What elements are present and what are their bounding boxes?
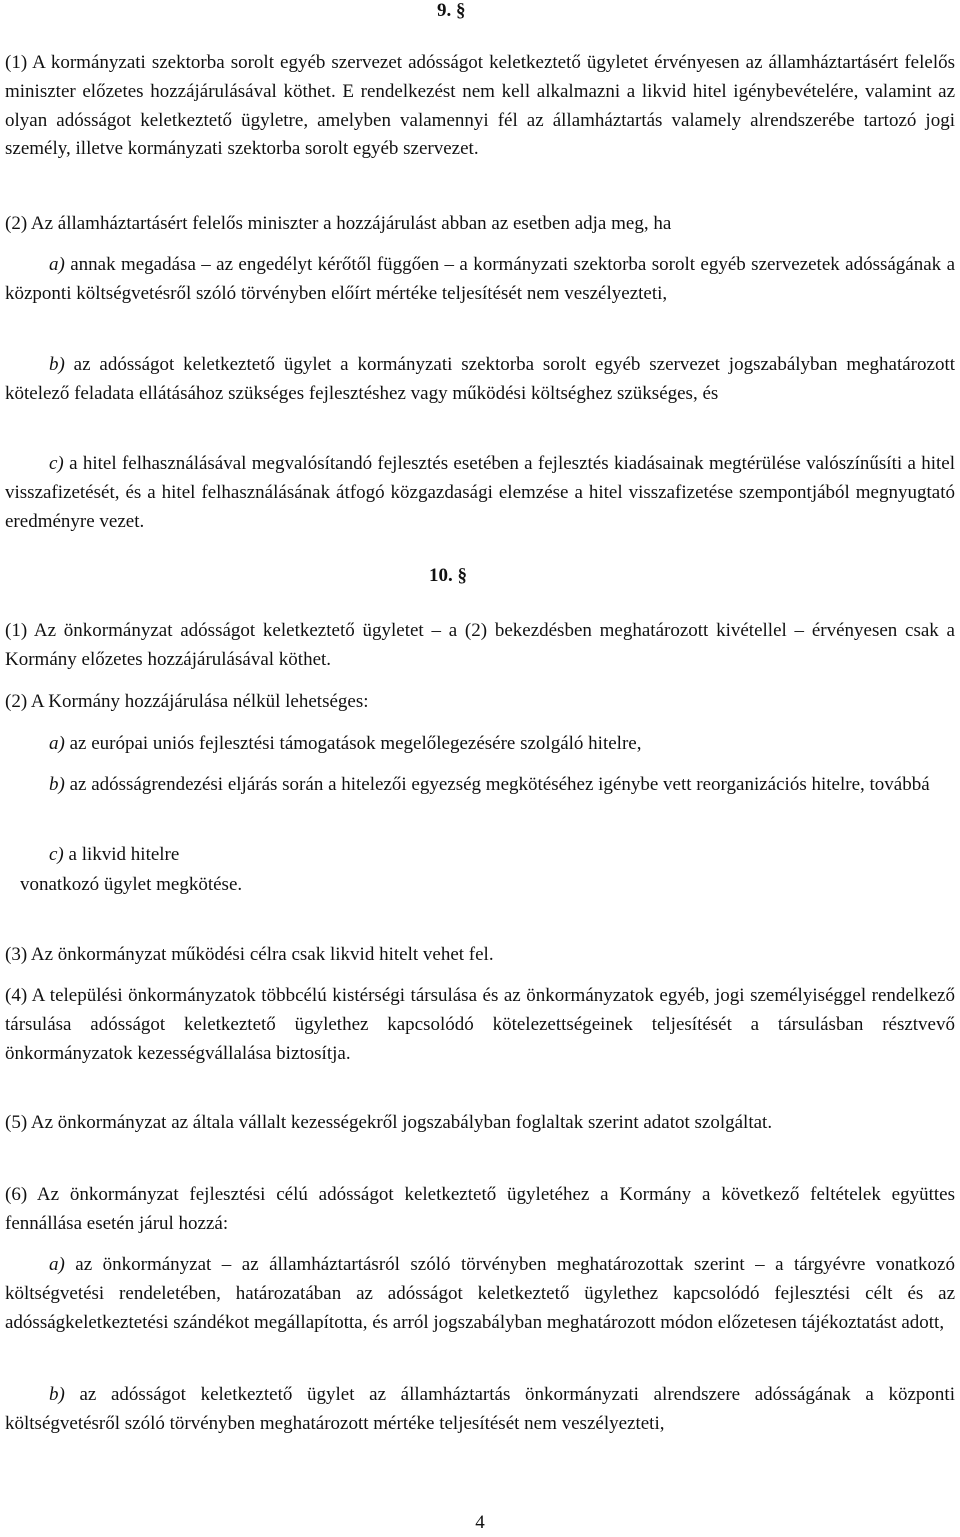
sec10-paragraph-5: (5) Az önkormányzat az általa vállalt kezességekről jogszabályban foglaltak szerint adatot szolgáltat. [5, 1112, 773, 1133]
point-text: annak megadása – az engedélyt kérőtől függően – a kormányzati szektorba sorolt egyéb szervezetek adósságának a központi költségvetésről szóló törvényben előírt mértéke teljesítését nem veszélyezteti, [5, 254, 955, 304]
sec9-paragraph-2: (2) Az államháztartásért felelős miniszter a hozzájárulást abban az esetben adja meg, ha [5, 213, 672, 234]
sec10-p6-point-a [5, 1251, 955, 1337]
point-text: a hitel felhasználásával megvalósítandó fejlesztés esetében a fejlesztés kiadásainak megtérülése valószínűsíti a hitel visszafizetését, és a hitel felhasználásának átfogó közgazdasági elemzése a hitel visszafizetése szempontjából megnyugtató eredményre vezet. [5, 453, 955, 532]
point-text: az európai uniós fejlesztési támogatások megelőlegezésére szolgáló hitelre, [64, 733, 642, 754]
point-label: a) [49, 254, 65, 275]
point-label: a) [49, 1254, 65, 1275]
section-heading-9: 9. § [437, 0, 466, 21]
sec10-paragraph-6: (6) Az önkormányzat fejlesztési célú adósságot keletkeztető ügyletéhez a Kormány a következő feltételek együttes fennállása esetén járul hozzá: [5, 1184, 955, 1234]
point-label: b) [49, 774, 65, 795]
point-label: b) [49, 354, 65, 375]
point-text: az adósságrendezési eljárás során a hitelezői egyezség megkötéséhez igénybe vett reorganizációs hitelre, továbbá [64, 774, 930, 795]
sec10-paragraph-2: (2) A Kormány hozzájárulása nélkül lehetséges: [5, 691, 369, 712]
sec10-paragraph-3: (3) Az önkormányzat működési célra csak likvid hitelt vehet fel. [5, 944, 494, 965]
point-text: az adósságot keletkeztető ügylet az államháztartás önkormányzati alrendszere adósságának a központi költségvetésről szóló törvényben meghatározott mértéke teljesítését nem veszélyezteti, [5, 1384, 955, 1434]
sec10-paragraph-4: (4) A települési önkormányzatok többcélú kistérségi társulása és az önkormányzatok egyéb, jogi személyiséggel rendelkező társulása adósságot keletkeztető ügylethez kapcsolódó kötelezettségeinek teljesítését a társulásban résztvevő önkormányzatok kezességvállalása biztosítja. [5, 985, 955, 1064]
sec9-point-c [5, 450, 955, 536]
sec10-paragraph-1: (1) Az önkormányzat adósságot keletkeztető ügyletet – a (2) bekezdésben meghatározott kivétellel – érvényesen csak a Kormány előzetes hozzájárulásával köthet. [5, 620, 955, 670]
sec10-closing-line: vonatkozó ügylet megkötése. [20, 874, 243, 895]
sec9-point-b [5, 351, 955, 409]
point-text: az adósságot keletkeztető ügylet a kormányzati szektorba sorolt egyéb szervezet jogszabályban meghatározott kötelező feladata ellátásához szükséges fejlesztéshez vagy működési költséghez szükséges, és [5, 354, 955, 404]
point-text: az önkormányzat – az államháztartásról szóló törvényben meghatározottak szerint – a tárgyévre vonatkozó költségvetési rendeletében, határozatában az adósságot keletkeztető ügylethez kapcsolódó fejlesztési célt és az adósságkeletkeztetési szándékot megállapította, és arról jogszabályban meghatározott módon előzetesen tájékoztatást adott, [5, 1254, 955, 1333]
point-label: c) [49, 844, 64, 865]
point-label: b) [49, 1384, 65, 1405]
sec10-point-a [49, 730, 641, 759]
sec10-point-b [5, 771, 955, 800]
sec9-paragraph-1: (1) A kormányzati szektorba sorolt egyéb szervezet adósságot keletkeztető ügyletet érvényesen az államháztartásért felelős miniszter előzetes hozzájárulásával köthet. E rendelkezést nem kell alkalmazni a likvid hitel igénybevételére, valamint az olyan adósságot keletkeztető ügyletre, amelyben valamennyi fél az államháztartás valamely alrendszerébe tartozó jogi személy, illetve kormányzati szektorba sorolt egyéb szervezet. [5, 52, 955, 160]
sec10-point-c [49, 841, 179, 870]
sec10-p6-point-b [5, 1381, 955, 1439]
sec9-point-a [5, 251, 955, 309]
point-label: a) [49, 733, 65, 754]
section-heading-10: 10. § [429, 565, 467, 586]
point-text: a likvid hitelre [63, 844, 180, 865]
page-number: 4 [475, 1512, 485, 1533]
point-label: c) [49, 453, 64, 474]
